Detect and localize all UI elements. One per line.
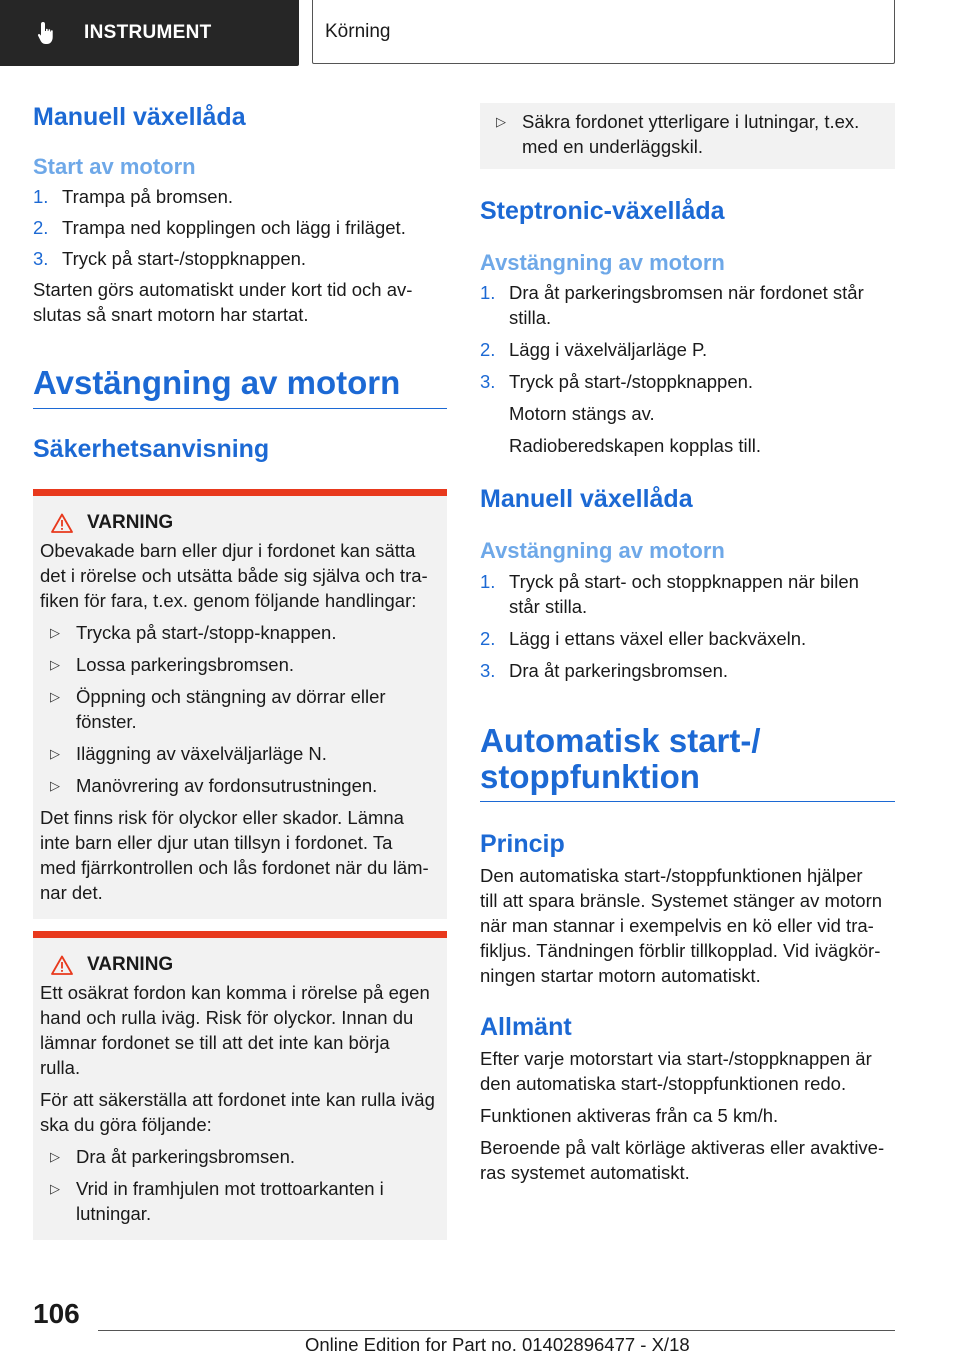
- list-item: 1. Tryck på start- och stoppknappen när bilen står stilla.: [480, 570, 859, 617]
- shutdown-title: Avstängning av motorn: [33, 365, 447, 408]
- manual-heading: Manuell växellåda: [480, 485, 693, 514]
- footer-divider: [98, 1330, 895, 1331]
- continued-bullets: [486, 109, 885, 159]
- start-note: Starten görs automatiskt under kort tid och av- slutas så snart motorn har startat.: [33, 279, 413, 326]
- list-item: 3. Tryck på start-/stoppknappen.: [480, 371, 754, 393]
- list-item: 1. Dra åt parkeringsbromsen när fordonet står stilla.: [480, 282, 864, 329]
- tab-instrument[interactable]: [0, 0, 299, 66]
- manual-gearbox-heading: Manuell växellåda: [33, 103, 246, 131]
- right-column: [480, 103, 895, 1185]
- princip-heading: Princip: [480, 830, 565, 859]
- steptronic-shutdown-heading: Avstängning av motorn: [480, 250, 725, 275]
- warning-text-1: Ett osäkrat fordon kan komma i rörelse på egen hand och rulla iväg. Risk för olyckor. Innan du lämnar fordonet se till att det inte kan börja rulla.: [40, 981, 430, 1078]
- warning-box-1: [33, 489, 447, 919]
- list-item: 3. Dra åt parkeringsbromsen.: [480, 659, 729, 681]
- warning-box-2: [33, 931, 447, 1240]
- manual-steps-list: [480, 569, 895, 683]
- general-text-1: Efter varje motorstart via start-/stoppknappen är den automatiska start-/stoppfunktionen redo.: [480, 1048, 872, 1095]
- list-item: 2. Lägg i ettans växel eller backväxeln.: [480, 627, 807, 649]
- list-item: ▷ Dra åt parkeringsbromsen.: [50, 1145, 296, 1167]
- warning-bullets: [40, 1144, 439, 1226]
- list-item: ▷ Manövrering av fordonsutrustningen.: [50, 774, 378, 796]
- princip-text: Den automatiska start-/stoppfunktionen hjälper till att spara bränsle. Systemet stänger av motorn när man stannar i exempelvis en kö eller vid tra- fikljus. Tändningen förblir tillkopplad. Vid ivägkör- ningen startar motorn automatiskt.: [480, 865, 883, 987]
- page-header: [0, 0, 960, 66]
- list-item: 1. Trampa på bromsen.: [33, 186, 234, 208]
- list-item: 3. Tryck på start-/stoppknappen.: [33, 248, 307, 270]
- list-item: ▷ Vrid in framhjulen mot trottoarkanten i lutningar.: [50, 1177, 384, 1224]
- tab-korning[interactable]: [312, 0, 895, 64]
- warning-triangle-icon: [51, 955, 73, 975]
- manual-shutdown-heading: Avstängning av motorn: [480, 538, 725, 564]
- warning-bullets: [40, 620, 439, 798]
- safety-heading: Säkerhetsanvisning: [33, 434, 270, 463]
- warning-title: VARNING: [51, 954, 439, 976]
- list-item: 2. Trampa ned kopplingen och lägg i friläget.: [33, 217, 406, 239]
- warning-intro: Obevakade barn eller djur i fordonet kan sätta det i rörelse och utsätta både sig själva och tra- fiken för fara, t.ex. genom följande handlingar:: [40, 539, 428, 611]
- list-item: ▷ Säkra fordonet ytterligare i lutningar, t.ex. med en underläggskil.: [496, 111, 860, 157]
- list-item: ▷ Trycka på start-/stopp-knappen.: [50, 621, 337, 643]
- tab-korning-label: Körning: [325, 20, 391, 42]
- tab-instrument-label: INSTRUMENT: [84, 22, 212, 43]
- page-number: 106: [33, 1298, 80, 1329]
- list-item: ▷ Öppning och stängning av dörrar eller fönster.: [50, 685, 386, 732]
- list-item: 2. Lägg i växelväljarläge P.: [480, 339, 708, 361]
- list-item: ▷ Lossa parkeringsbromsen.: [50, 653, 294, 675]
- general-text-2: Funktionen aktiveras från ca 5 km/h.: [480, 1105, 779, 1127]
- list-item: ▷ Iläggning av växelväljarläge N.: [50, 742, 327, 764]
- continued-bullet-box: [480, 103, 895, 169]
- start-steps-list: [33, 184, 447, 271]
- auto-start-stop-title: Automatisk start-/ stoppfunktion: [480, 723, 895, 803]
- result-text: Radioberedskapen kopplas till.: [509, 435, 761, 457]
- steptronic-heading: Steptronic-växellåda: [480, 197, 725, 225]
- warning-triangle-icon: [51, 513, 73, 533]
- warning-text-2: För att säkerställa att fordonet inte kan rulla iväg ska du göra följande:: [40, 1088, 435, 1135]
- result-text: Motorn stängs av.: [509, 403, 655, 425]
- warning-outro: Det finns risk för olyckor eller skador. Lämna inte barn eller djur utan tillsyn i fordonet. Ta med fjärrkontrollen och lås fordonet när du läm- nar det.: [40, 806, 429, 903]
- general-text-3: Beroende på valt körläge aktiveras eller avaktive- ras systemet automatiskt.: [480, 1137, 885, 1184]
- hand-pointer-icon: [34, 19, 62, 47]
- edition-text: Online Edition for Part no. 01402896477 - X/18: [305, 1334, 690, 1355]
- general-heading: Allmänt: [480, 1013, 572, 1042]
- warning-title: VARNING: [51, 512, 439, 534]
- steptronic-steps-list: [480, 280, 895, 394]
- left-column: [33, 100, 447, 1240]
- start-engine-heading: Start av motorn: [33, 154, 196, 179]
